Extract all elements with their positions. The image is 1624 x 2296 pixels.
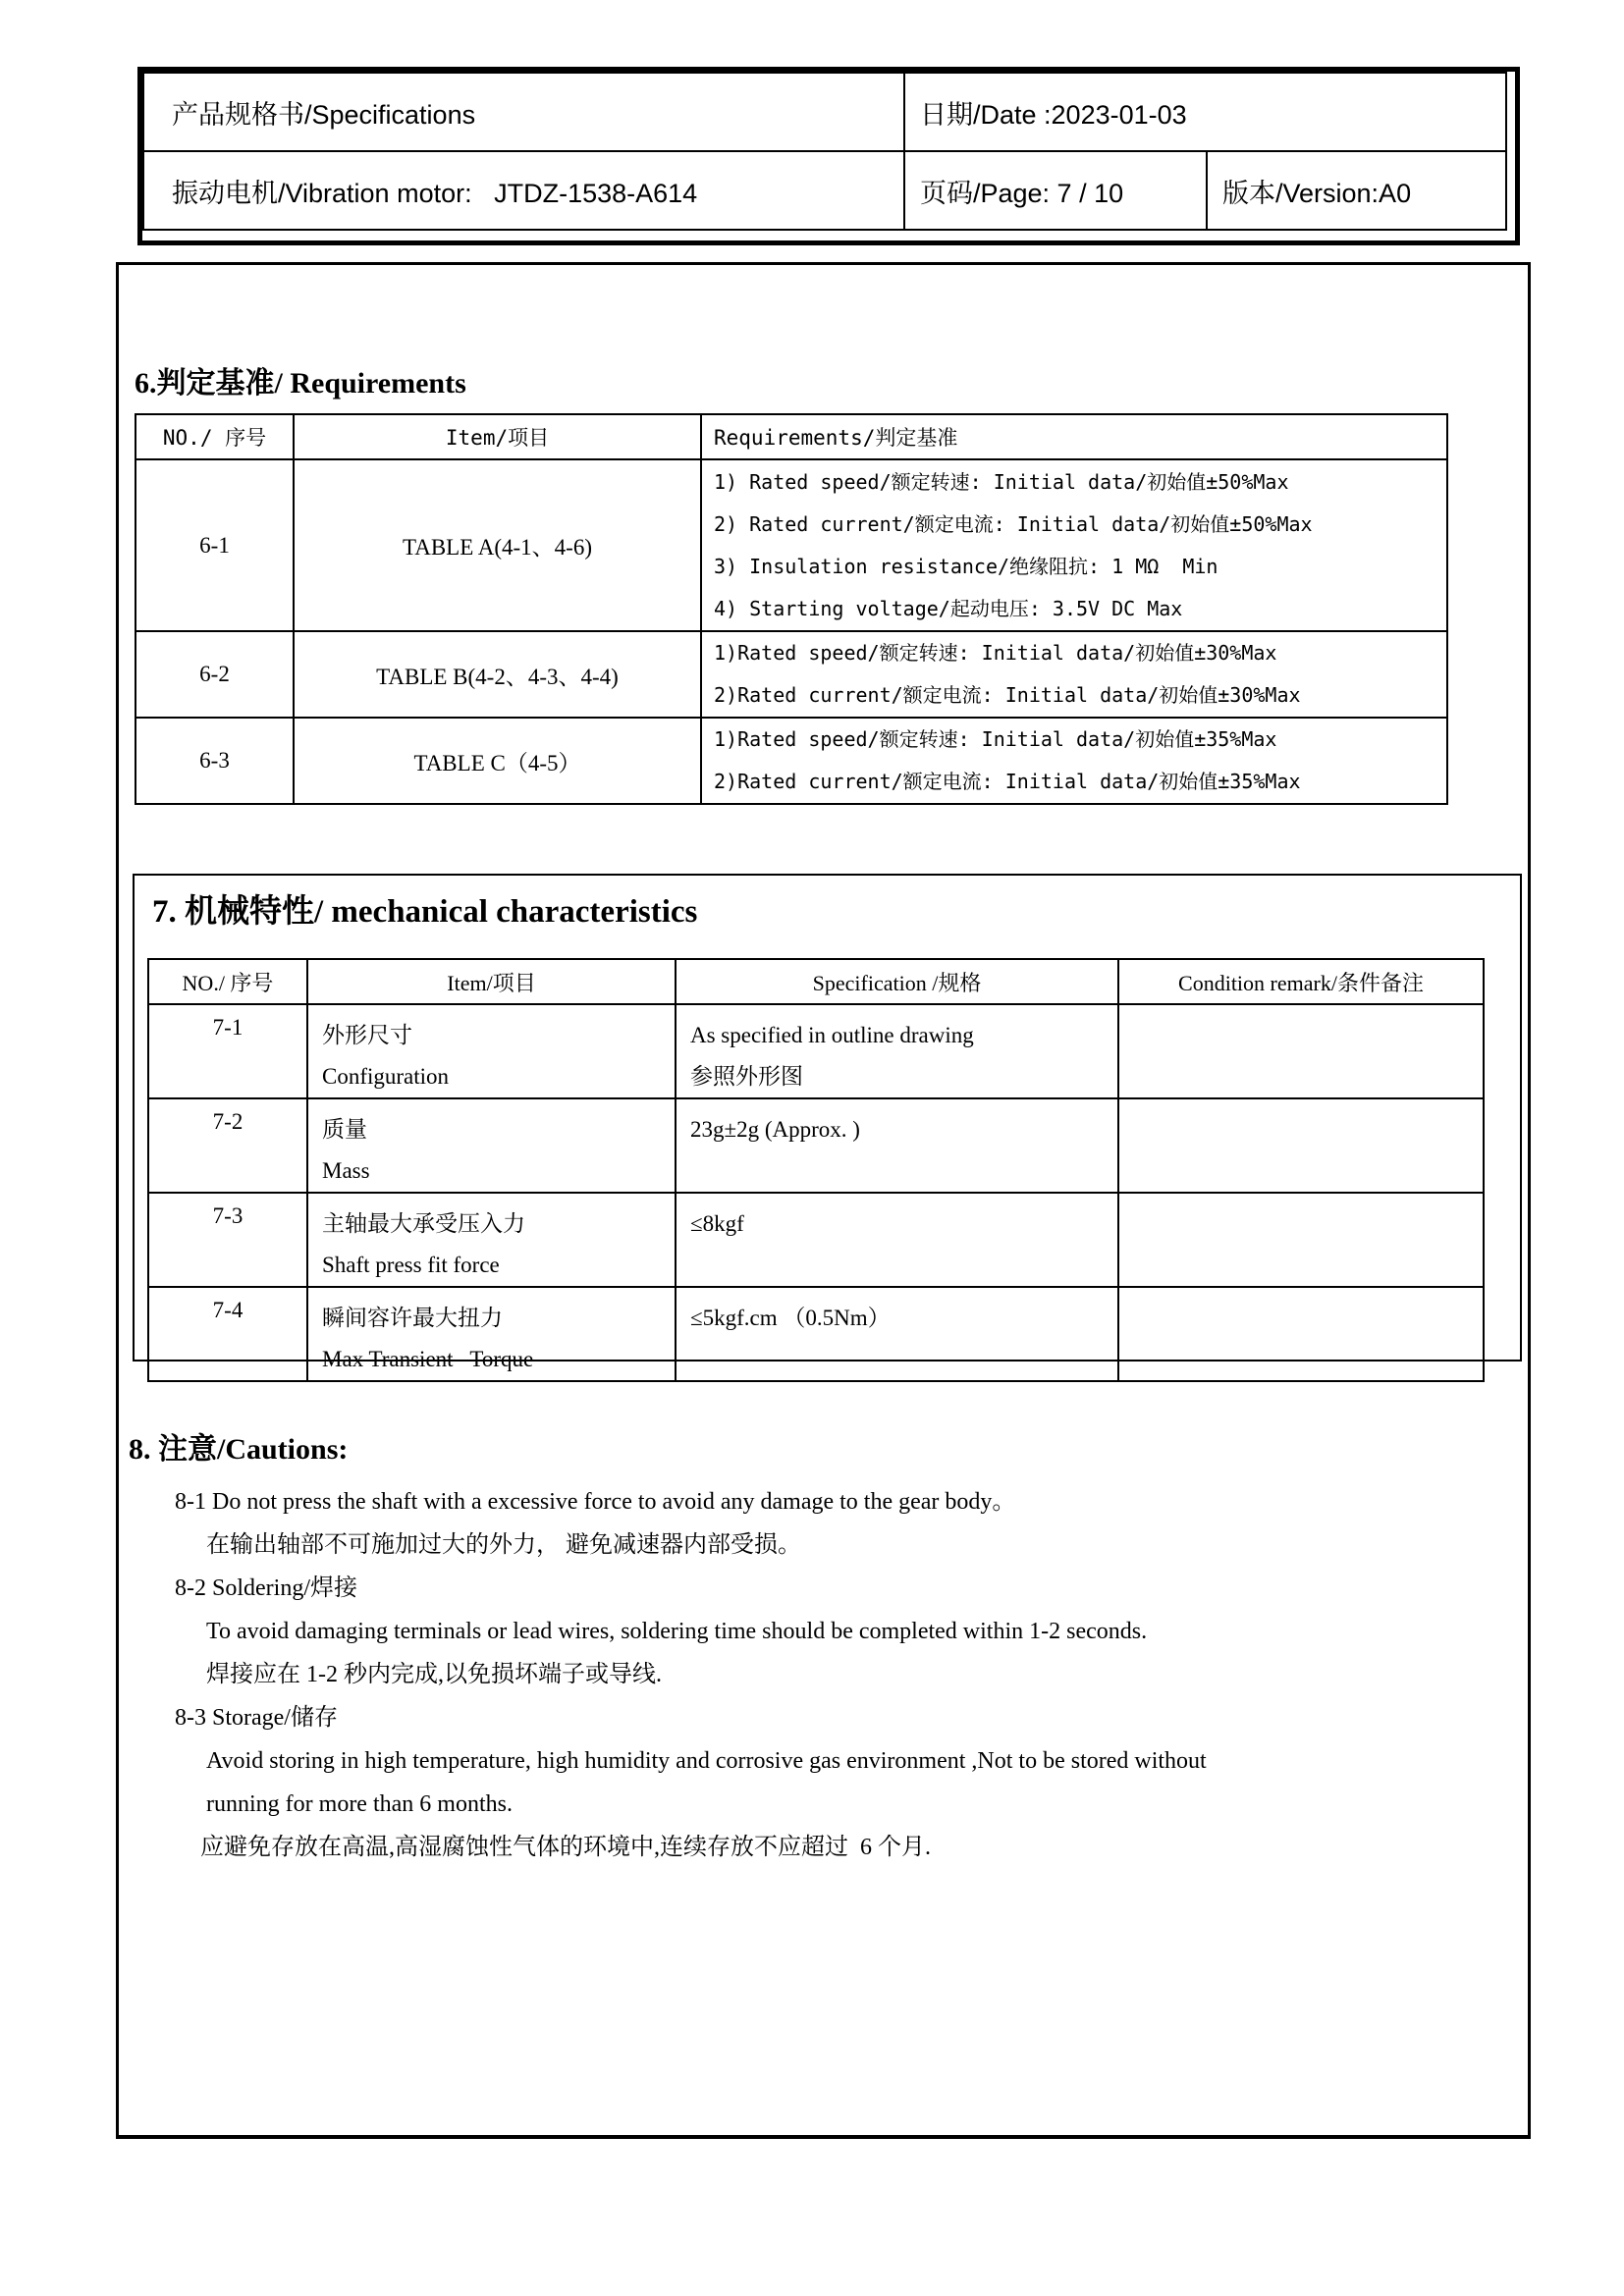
col-header-no: NO./ 序号 [148, 959, 307, 1004]
table-row [135, 459, 1447, 631]
row-spec [676, 1287, 1118, 1381]
header-row-2 [143, 151, 1506, 230]
row-no: 6-2 [135, 631, 294, 718]
table-row [148, 1004, 1484, 1098]
row-spec [676, 1004, 1118, 1098]
table-row [135, 718, 1447, 804]
row-requirements [701, 459, 1447, 631]
row-no: 7-4 [148, 1287, 307, 1381]
spec-line: 参照外形图 [690, 1064, 803, 1089]
section7-title: 7. 机械特性/ mechanical characteristics [152, 894, 698, 930]
header-row-1 [143, 73, 1506, 151]
requirement-line: 2)Rated current/额定电流: Initial data/初始值±35%Max [714, 770, 1301, 793]
requirements-table-header [135, 414, 1447, 459]
row-item [307, 1287, 676, 1381]
col-header-requirements: Requirements/判定基准 [701, 414, 1447, 459]
requirement-line: 1)Rated speed/额定转速: Initial data/初始值±35%Max [714, 727, 1277, 751]
caution-line: 8-2 Soldering/焊接 [175, 1575, 357, 1601]
table-row [148, 1193, 1484, 1287]
requirements-table [135, 413, 1448, 805]
caution-line: 在输出轴部不可施加过大的外力， 避免减速器内部受损。 [206, 1532, 801, 1558]
table-row [135, 631, 1447, 718]
row-item [307, 1193, 676, 1287]
section6-title: 6.判定基准/ Requirements [135, 367, 466, 400]
requirement-line: 1) Rated speed/额定转速: Initial data/初始值±50%Max [714, 469, 1289, 494]
remark-cell [1118, 1287, 1484, 1381]
row-spec [676, 1193, 1118, 1287]
caution-line: running for more than 6 months. [206, 1791, 513, 1817]
table-row [148, 1098, 1484, 1193]
item-cn: 外形尺寸 [322, 1023, 412, 1047]
remark-cell [1118, 1098, 1484, 1193]
caution-line: 8-1 Do not press the shaft with a excessive force to avoid any damage to the gear body。 [175, 1489, 1016, 1515]
requirement-line: 4) Starting voltage/起动电压: 3.5V DC Max [714, 596, 1183, 620]
content-box [116, 262, 1531, 2139]
col-header-item: Item/项目 [294, 414, 701, 459]
section7-box [133, 874, 1522, 1371]
row-requirements [701, 718, 1447, 804]
spec-line: ≤5kgf.cm （0.5Nm） [690, 1306, 891, 1330]
remark-cell [1118, 1193, 1484, 1287]
cautions-title: 8. 注意/Cautions: [129, 1433, 349, 1466]
row-spec [676, 1098, 1118, 1193]
version-cell: 版本/Version:A0 [1207, 151, 1506, 230]
item-en: Configuration [322, 1064, 450, 1089]
requirement-line: 3) Insulation resistance/绝缘阻抗: 1 MΩ Min [714, 554, 1218, 578]
mechanical-table [147, 958, 1485, 1382]
date-cell: 日期/Date :2023-01-03 [904, 73, 1506, 151]
caution-line: 应避免存放在高温,高湿腐蚀性气体的环境中,连续存放不应超过 6 个月. [200, 1835, 931, 1860]
item-cn: 质量 [322, 1117, 367, 1142]
mechanical-table-header [148, 959, 1484, 1004]
col-header-spec: Specification /规格 [676, 959, 1118, 1004]
row-item: TABLE A(4-1、4-6) [294, 459, 701, 631]
row-item [307, 1098, 676, 1193]
col-header-no: NO./ 序号 [135, 414, 294, 459]
remark-cell [1118, 1004, 1484, 1098]
requirement-line: 2) Rated current/额定电流: Initial data/初始值±50%Max [714, 511, 1313, 536]
item-en: Max Transient Torque [322, 1347, 534, 1371]
row-item: TABLE B(4-2、4-3、4-4) [294, 631, 701, 718]
spec-line: 23g±2g (Approx. ) [690, 1117, 860, 1142]
requirement-line: 2)Rated current/额定电流: Initial data/初始值±30%Max [714, 683, 1301, 707]
caution-line: 8-3 Storage/储存 [175, 1705, 338, 1731]
row-no: 6-1 [135, 459, 294, 631]
col-header-remark: Condition remark/条件备注 [1118, 959, 1484, 1004]
row-item [307, 1004, 676, 1098]
table-row [148, 1287, 1484, 1381]
caution-line: 焊接应在 1-2 秒内完成,以免损坏端子或导线. [206, 1662, 662, 1687]
item-cn: 主轴最大承受压入力 [322, 1211, 525, 1236]
product-spec-title-cell: 产品规格书/Specifications [143, 73, 904, 151]
motor-model-cell: 振动电机/Vibration motor: JTDZ-1538-A614 [143, 151, 904, 230]
row-requirements [701, 631, 1447, 718]
item-en: Mass [322, 1158, 370, 1183]
col-header-item: Item/项目 [307, 959, 676, 1004]
row-item: TABLE C（4-5） [294, 718, 701, 804]
row-no: 6-3 [135, 718, 294, 804]
row-no: 7-2 [148, 1098, 307, 1193]
page-number-cell: 页码/Page: 7 / 10 [904, 151, 1207, 230]
caution-line: Avoid storing in high temperature, high humidity and corrosive gas environment ,Not to be stored without [206, 1748, 1207, 1774]
spec-line: As specified in outline drawing [690, 1023, 974, 1047]
row-no: 7-1 [148, 1004, 307, 1098]
spec-header-table [142, 72, 1507, 231]
cautions-list [119, 1480, 1513, 1869]
row-no: 7-3 [148, 1193, 307, 1287]
requirement-line: 1)Rated speed/额定转速: Initial data/初始值±30%Max [714, 641, 1277, 665]
spec-line: ≤8kgf [690, 1211, 744, 1236]
item-en: Shaft press fit force [322, 1253, 500, 1277]
caution-line: To avoid damaging terminals or lead wires, soldering time should be completed within 1-2 seconds. [206, 1619, 1148, 1644]
item-cn: 瞬间容许最大扭力 [322, 1306, 503, 1330]
